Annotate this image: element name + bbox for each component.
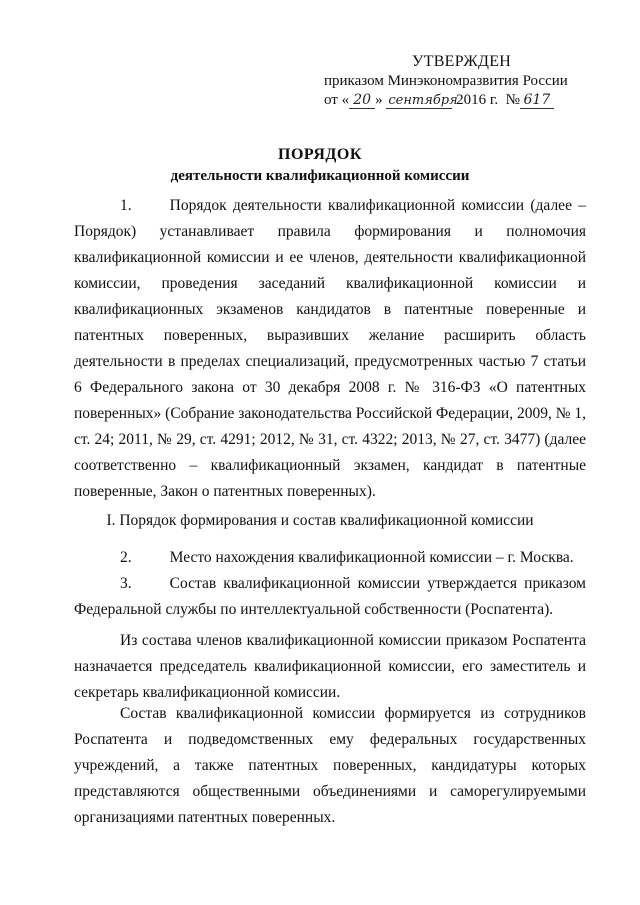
paragraph-3 xyxy=(74,571,586,623)
handwritten-day: 20 xyxy=(349,93,375,109)
paragraph-3-number: 3. xyxy=(120,575,132,592)
approval-date-line xyxy=(324,91,554,110)
handwritten-number: 617 xyxy=(520,93,554,109)
handwritten-month: сентября xyxy=(388,93,458,108)
paragraph-1 xyxy=(74,193,586,505)
approval-order-line: приказом Минэкономразвития России xyxy=(324,73,568,89)
approval-title: УТВЕРЖДЕН xyxy=(412,53,512,70)
number-prefix: № xyxy=(505,92,520,108)
paragraph-4: Из состава членов квалификационной комиссии приказом Роспатента назначается председатель квалификационной комиссии, его заместитель и секретарь квалификационной комиссии. xyxy=(74,632,586,701)
document-title: ПОРЯДОК xyxy=(278,146,362,163)
paragraph-1-text: Порядок деятельности квалификационной комиссии (далее – Порядок) устанавливает правила формирования и полномочия квалификационной комиссии и ее членов, деятельности квалификационной комиссии, проведения заседаний квалификационной комиссии и квалификационных экзаменов кандидатов в патентные поверенные и патентных поверенных, выразивших желание расширить область деятельности в пределах специализаций, предусмотренных частью 7 статьи 6 Федерального закона от 30 декабря 2008 г. № 316-ФЗ «О патентных поверенных» (Собрание законодательства Российской Федерации, 2009, № 1, ст. 24; 2011, № 29, ст. 4291; 2012, № 31, ст. 4322; 2013, № 27, ст. 3477) (далее соответственно – квалификационный экзамен, кандидат в патентные поверенные, Закон о патентных поверенных). xyxy=(74,197,586,500)
paragraph-5: Состав квалификационной комиссии формируется из сотрудников Роспатента и подведомственных ему федеральных государственных учреждений, а также патентных поверенных, кандидатуры которых представляются общественными объединениями и саморегулируемыми организациями патентных поверенных. xyxy=(74,705,586,826)
date-mid: » xyxy=(375,92,383,108)
paragraph-1-number: 1. xyxy=(120,197,132,214)
date-year: 2016 г. xyxy=(456,92,499,108)
document-subtitle: деятельности квалификационной комиссии xyxy=(170,168,470,184)
section-heading: I. Порядок формирования и состав квалификационной комиссии xyxy=(106,512,534,529)
paragraph-3-text: Состав квалификационной комиссии утверждается приказом Федеральной службы по интеллектуальной собственности (Роспатента). xyxy=(74,575,586,618)
paragraph-2-number: 2. xyxy=(120,549,132,566)
paragraph-2 xyxy=(74,545,586,571)
paragraph-2-text: Место нахождения квалификационной комиссии – г. Москва. xyxy=(169,549,574,566)
date-prefix: от « xyxy=(324,92,350,108)
